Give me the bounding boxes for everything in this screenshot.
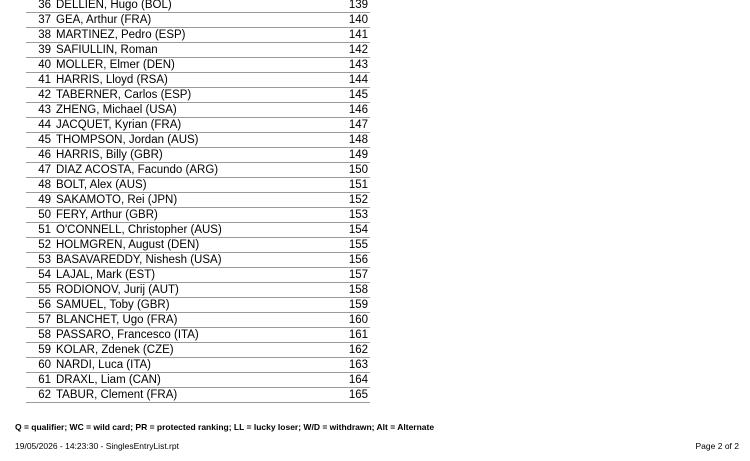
report-timestamp: 19/05/2026 - 14:23:30 - SinglesEntryList.rpt xyxy=(15,441,179,451)
player-name: BOLT, Alex (AUS) xyxy=(56,178,326,193)
player-rank: 141 xyxy=(326,28,370,43)
player-name: LAJAL, Mark (EST) xyxy=(56,268,326,283)
player-name: MARTINEZ, Pedro (ESP) xyxy=(56,28,326,43)
entry-number: 41 xyxy=(26,73,56,88)
entry-row xyxy=(26,28,370,43)
entry-row xyxy=(26,328,370,343)
entry-number: 45 xyxy=(26,133,56,148)
player-rank: 153 xyxy=(326,208,370,223)
entry-number: 43 xyxy=(26,103,56,118)
entry-row xyxy=(26,253,370,268)
entry-number: 61 xyxy=(26,373,56,388)
player-rank: 144 xyxy=(326,73,370,88)
player-rank: 149 xyxy=(326,148,370,163)
entry-row xyxy=(26,13,370,28)
player-rank: 140 xyxy=(326,13,370,28)
player-name: BASAVAREDDY, Nishesh (USA) xyxy=(56,253,326,268)
player-name: ZHENG, Michael (USA) xyxy=(56,103,326,118)
player-name: MOLLER, Elmer (DEN) xyxy=(56,58,326,73)
entry-row xyxy=(26,343,370,358)
player-name: THOMPSON, Jordan (AUS) xyxy=(56,133,326,148)
entry-row xyxy=(26,358,370,373)
entry-number: 44 xyxy=(26,118,56,133)
player-name: PASSARO, Francesco (ITA) xyxy=(56,328,326,343)
player-rank: 151 xyxy=(326,178,370,193)
entry-row xyxy=(26,193,370,208)
entry-number: 60 xyxy=(26,358,56,373)
entry-row xyxy=(26,283,370,298)
player-rank: 156 xyxy=(326,253,370,268)
entry-number: 47 xyxy=(26,163,56,178)
player-rank: 139 xyxy=(326,0,370,13)
player-rank: 142 xyxy=(326,43,370,58)
player-name: KOLAR, Zdenek (CZE) xyxy=(56,343,326,358)
player-name: DELLIEN, Hugo (BOL) xyxy=(56,0,326,13)
player-name: O'CONNELL, Christopher (AUS) xyxy=(56,223,326,238)
entry-number: 59 xyxy=(26,343,56,358)
entry-number: 57 xyxy=(26,313,56,328)
entry-number: 58 xyxy=(26,328,56,343)
player-name: TABUR, Clement (FRA) xyxy=(56,388,326,403)
player-name: DRAXL, Liam (CAN) xyxy=(56,373,326,388)
player-rank: 155 xyxy=(326,238,370,253)
entry-row xyxy=(26,223,370,238)
player-name: SAMUEL, Toby (GBR) xyxy=(56,298,326,313)
player-name: HARRIS, Billy (GBR) xyxy=(56,148,326,163)
entry-list-table xyxy=(26,0,370,403)
player-rank: 157 xyxy=(326,268,370,283)
entry-row xyxy=(26,238,370,253)
entry-row xyxy=(26,148,370,163)
entry-number: 55 xyxy=(26,283,56,298)
entry-row xyxy=(26,118,370,133)
entry-number: 37 xyxy=(26,13,56,28)
entry-row xyxy=(26,313,370,328)
player-rank: 150 xyxy=(326,163,370,178)
player-name: DIAZ ACOSTA, Facundo (ARG) xyxy=(56,163,326,178)
entry-list-body xyxy=(26,0,370,403)
player-rank: 162 xyxy=(326,343,370,358)
entry-number: 42 xyxy=(26,88,56,103)
entry-row xyxy=(26,388,370,403)
player-rank: 161 xyxy=(326,328,370,343)
player-rank: 160 xyxy=(326,313,370,328)
page-number: Page 2 of 2 xyxy=(695,441,739,451)
entry-row xyxy=(26,268,370,283)
entry-number: 51 xyxy=(26,223,56,238)
entry-number: 56 xyxy=(26,298,56,313)
entry-number: 49 xyxy=(26,193,56,208)
player-name: SAFIULLIN, Roman xyxy=(56,43,326,58)
entry-number: 36 xyxy=(26,0,56,13)
entry-number: 48 xyxy=(26,178,56,193)
entry-row xyxy=(26,43,370,58)
player-name: FERY, Arthur (GBR) xyxy=(56,208,326,223)
player-rank: 147 xyxy=(326,118,370,133)
entry-number: 38 xyxy=(26,28,56,43)
entry-row xyxy=(26,88,370,103)
entry-number: 53 xyxy=(26,253,56,268)
entry-number: 54 xyxy=(26,268,56,283)
player-name: JACQUET, Kyrian (FRA) xyxy=(56,118,326,133)
entry-row xyxy=(26,298,370,313)
entry-number: 46 xyxy=(26,148,56,163)
player-name: BLANCHET, Ugo (FRA) xyxy=(56,313,326,328)
entry-row xyxy=(26,178,370,193)
player-rank: 165 xyxy=(326,388,370,403)
entry-number: 52 xyxy=(26,238,56,253)
player-name: TABERNER, Carlos (ESP) xyxy=(56,88,326,103)
player-name: SAKAMOTO, Rei (JPN) xyxy=(56,193,326,208)
entry-row xyxy=(26,373,370,388)
player-name: HOLMGREN, August (DEN) xyxy=(56,238,326,253)
player-rank: 158 xyxy=(326,283,370,298)
abbreviation-legend: Q = qualifier; WC = wild card; PR = protected ranking; LL = lucky loser; W/D = withdrawn; Alt = Alternate xyxy=(15,422,435,432)
player-rank: 143 xyxy=(326,58,370,73)
player-rank: 159 xyxy=(326,298,370,313)
entry-number: 40 xyxy=(26,58,56,73)
player-rank: 145 xyxy=(326,88,370,103)
entry-number: 39 xyxy=(26,43,56,58)
entry-row xyxy=(26,0,370,13)
player-rank: 146 xyxy=(326,103,370,118)
entry-number: 50 xyxy=(26,208,56,223)
entry-row xyxy=(26,58,370,73)
player-rank: 154 xyxy=(326,223,370,238)
player-rank: 152 xyxy=(326,193,370,208)
player-rank: 163 xyxy=(326,358,370,373)
entry-row xyxy=(26,73,370,88)
player-name: HARRIS, Lloyd (RSA) xyxy=(56,73,326,88)
player-rank: 164 xyxy=(326,373,370,388)
player-rank: 148 xyxy=(326,133,370,148)
entry-row xyxy=(26,103,370,118)
player-name: RODIONOV, Jurij (AUT) xyxy=(56,283,326,298)
entry-number: 62 xyxy=(26,388,56,403)
entry-row xyxy=(26,133,370,148)
player-name: GEA, Arthur (FRA) xyxy=(56,13,326,28)
entry-row xyxy=(26,163,370,178)
entry-row xyxy=(26,208,370,223)
player-name: NARDI, Luca (ITA) xyxy=(56,358,326,373)
